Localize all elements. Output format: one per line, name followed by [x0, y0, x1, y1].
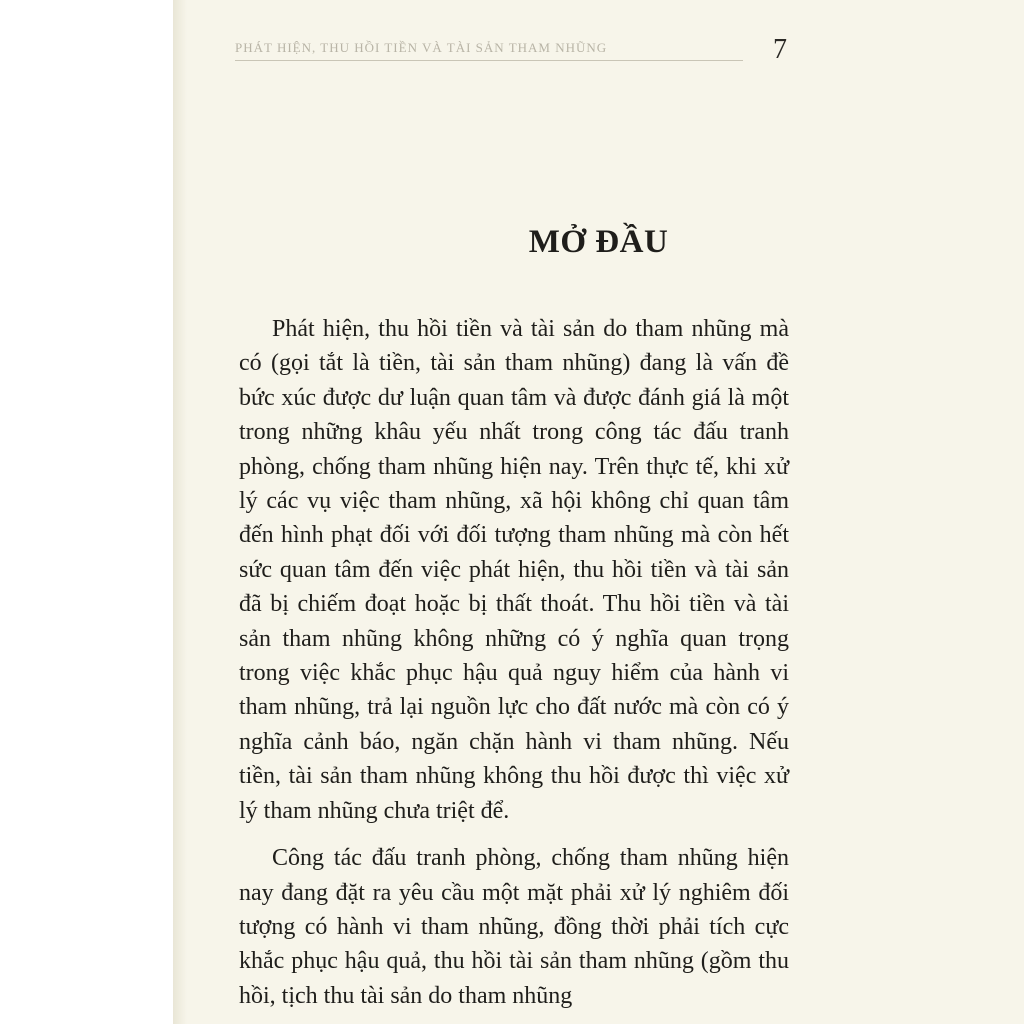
page-gutter-shadow — [173, 0, 187, 1024]
header-rule — [235, 60, 743, 61]
page-number: 7 — [773, 34, 787, 65]
body-text — [239, 312, 789, 1013]
paragraph-1: Phát hiện, thu hồi tiền và tài sản do tham nhũng mà có (gọi tắt là tiền, tài sản tham nhũng) đang là vấn đề bức xúc được dư luận quan tâm và được đánh giá là một trong những khâu yếu nhất trong công tác đấu tranh phòng, chống tham nhũng hiện nay. Trên thực tế, khi xử lý các vụ việc tham nhũng, xã hội không chỉ quan tâm đến hình phạt đối với đối tượng tham nhũng mà còn hết sức quan tâm đến việc phát hiện, thu hồi tiền và tài sản đã bị chiếm đoạt hoặc bị thất thoát. Thu hồi tiền và tài sản tham nhũng không những có ý nghĩa quan trọng trong việc khắc phục hậu quả nguy hiểm của hành vi tham nhũng, trả lại nguồn lực cho đất nước mà còn có ý nghĩa cảnh báo, ngăn chặn hành vi tham nhũng. Nếu tiền, tài sản tham nhũng không thu hồi được thì việc xử lý tham nhũng chưa triệt để. — [239, 316, 789, 824]
book-page — [173, 0, 1024, 1024]
chapter-title: MỞ ĐẦU — [528, 224, 669, 260]
running-head: PHÁT HIỆN, THU HỒI TIỀN VÀ TÀI SẢN THAM NHŨNG — [235, 40, 608, 55]
paragraph-2: Công tác đấu tranh phòng, chống tham nhũng hiện nay đang đặt ra yêu cầu một mặt phải xử lý nghiêm đối tượng có hành vi tham nhũng, đồng thời phải tích cực khắc phục hậu quả, thu hồi tài sản tham nhũng (gồm thu hồi, tịch thu tài sản do tham nhũng — [239, 845, 789, 1009]
